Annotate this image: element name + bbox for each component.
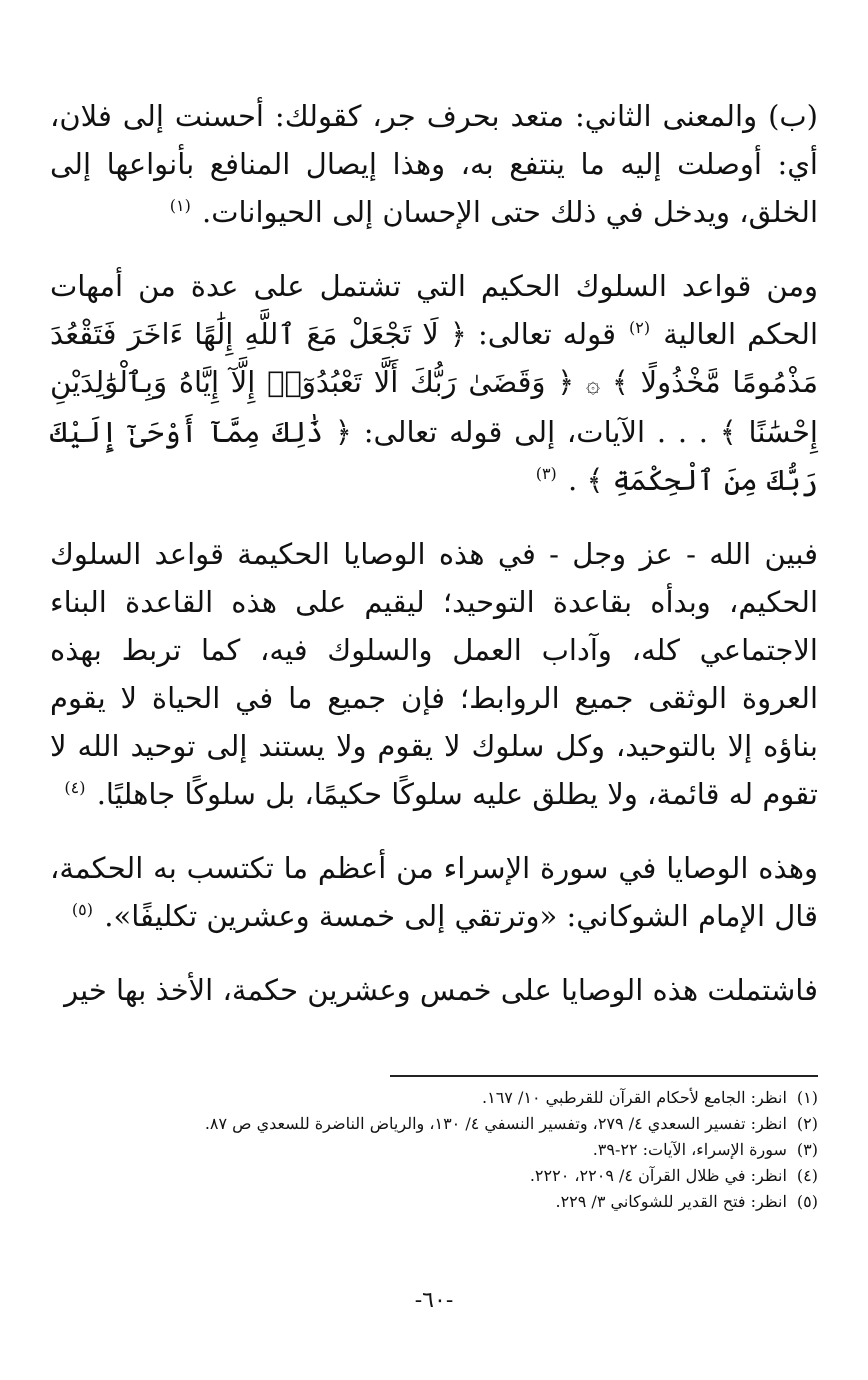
footnote-text: انظر: الجامع لأحكام القرآن للقرطبي ١٠/ ١٦٧. [482,1088,787,1107]
footnote-ref-5[interactable]: (٥) [71,900,94,920]
footnote-text: سورة الإسراء، الآيات: ٢٢-٣٩. [592,1140,787,1159]
footnote-text: انظر: فتح القدير للشوكاني ٣/ ٢٢٩. [555,1192,787,1211]
footnote-number: (٢) [796,1114,818,1133]
paragraph-1 [50,92,818,236]
footnote-3 [50,1137,818,1163]
footnote-1 [50,1085,818,1111]
footnote-number: (٤) [796,1166,818,1185]
paragraph-2-text-a: ومن قواعد السلوك الحكيم التي تشتمل على عدة من أمهات الحكم العالية [50,269,819,351]
footnote-divider [390,1075,818,1077]
footnote-number: (٣) [796,1140,818,1159]
footnotes [50,1085,818,1215]
footnote-ref-2[interactable]: (٢) [629,318,651,338]
footnote-2 [50,1111,818,1137]
footnote-ref-3[interactable]: (٣) [535,464,557,484]
footnote-4 [50,1163,818,1189]
paragraph-2: ومن قواعد السلوك الحكيم التي تشتمل على عدة من أمهات الحكم العالية $^{(٢)}$ قوله تعالى: ﴿ لَا تَجْعَلْ مَعَ ٱللَّهِ إِلَٰهًا ءَاخَرَ فَتَقْعُدَ مَذْمُومًا مَّخْذُولًا ﴾ ۞ ﴿ وَقَضَىٰ رَبُّكَ أَلَّا تَعْبُدُوٓا۟ إِلَّآ إِيَّاهُ وَبِٱلْوَٰلِدَيْنِ إِحْسَٰنًا ﴾ . . . الآيات، إلى قوله تعالى: ﴿ ذَٰلِكَ مِمَّآ أَوْحَىٰٓ إِلَيْكَ رَبُّكَ مِنَ ٱلْحِكْمَةِ ﴾ . $^{(٣)}$ [50,269,819,497]
quran-verse-3: ﴿ ذَٰلِكَ مِمَّآ أَوْحَىٰٓ إِلَيْكَ رَبُّكَ مِنَ ٱلْحِكْمَةِ ﴾ [50,415,818,497]
paragraph-5-text: فاشتملت هذه الوصايا على خمس وعشرين حكمة، الأخذ بها خير [64,973,818,1007]
main-text [50,92,818,1040]
paragraph-2-text-b: قوله تعالى: [477,317,616,351]
quran-verse-1: ﴿ لَا تَجْعَلْ مَعَ ٱللَّهِ إِلَٰهًا ءَاخَرَ فَتَقْعُدَ مَذْمُومًا مَّخْذُولًا ﴾ [50,317,819,399]
footnote-number: (٥) [796,1192,818,1211]
page-number: -٦٠- [414,1288,454,1313]
footnote-ref-1[interactable]: (١) [169,196,191,216]
paragraph-3-text: فبين الله - عز وجل - في هذه الوصايا الحكيمة قواعد السلوك الحكيم، وبدأه بقاعدة التوحيد؛ ليقيم على هذه القاعدة البناء الاجتماعي كله، وآداب العمل والسلوك فيه، كما تربط بهذه العروة الوثقى جميع الروابط؛ فإن جميع ما في الحياة لا يقوم بناؤه إلا بالتوحيد، وكل سلوك لا يقوم ولا يستند إلى توحيد الله لا تقوم له قائمة، ولا يطلق عليه سلوكًا حكيمًا، بل سلوكًا جاهليًا. [50,537,818,811]
paragraph-1-text: (ب) والمعنى الثاني: متعد بحرف جر، كقولك: أحسنت إلى فلان، أي: أوصلت إليه ما ينتفع به، وهذا إيصال المنافع بأنواعها إلى الخلق، ويدخل في ذلك حتى الإحسان إلى الحيوانات. [50,99,818,229]
paragraph-2-text-c: . . . الآيات، إلى قوله تعالى: [363,415,709,449]
footnote-text: انظر: في ظلال القرآن ٤/ ٢٢٠٩، ٢٢٢٠. [529,1166,787,1185]
paragraph-3 [50,530,818,818]
footnote-text: انظر: تفسير السعدي ٤/ ٢٧٩، وتفسير النسفي ٤/ ١٣٠، والرياض الناضرة للسعدي ص ٨٧. [204,1114,787,1133]
verse-ornament-icon: ۞ [586,370,601,398]
paragraph-4 [50,844,818,940]
footnote-number: (١) [796,1088,818,1107]
paragraph-4-text: وهذه الوصايا في سورة الإسراء من أعظم ما تكتسب به الحكمة، قال الإمام الشوكاني: «وترتقي إلى خمسة وعشرين تكليفًا». [50,851,818,933]
paragraph-5 [50,966,818,1014]
footnote-5 [50,1189,818,1215]
quran-verse-2: ﴿ وَقَضَىٰ رَبُّكَ أَلَّا تَعْبُدُوٓا۟ إِلَّآ إِيَّاهُ وَبِٱلْوَٰلِدَيْنِ إِحْسَٰنًا ﴾ [50,365,818,449]
footnote-ref-4[interactable]: (٤) [64,778,86,798]
